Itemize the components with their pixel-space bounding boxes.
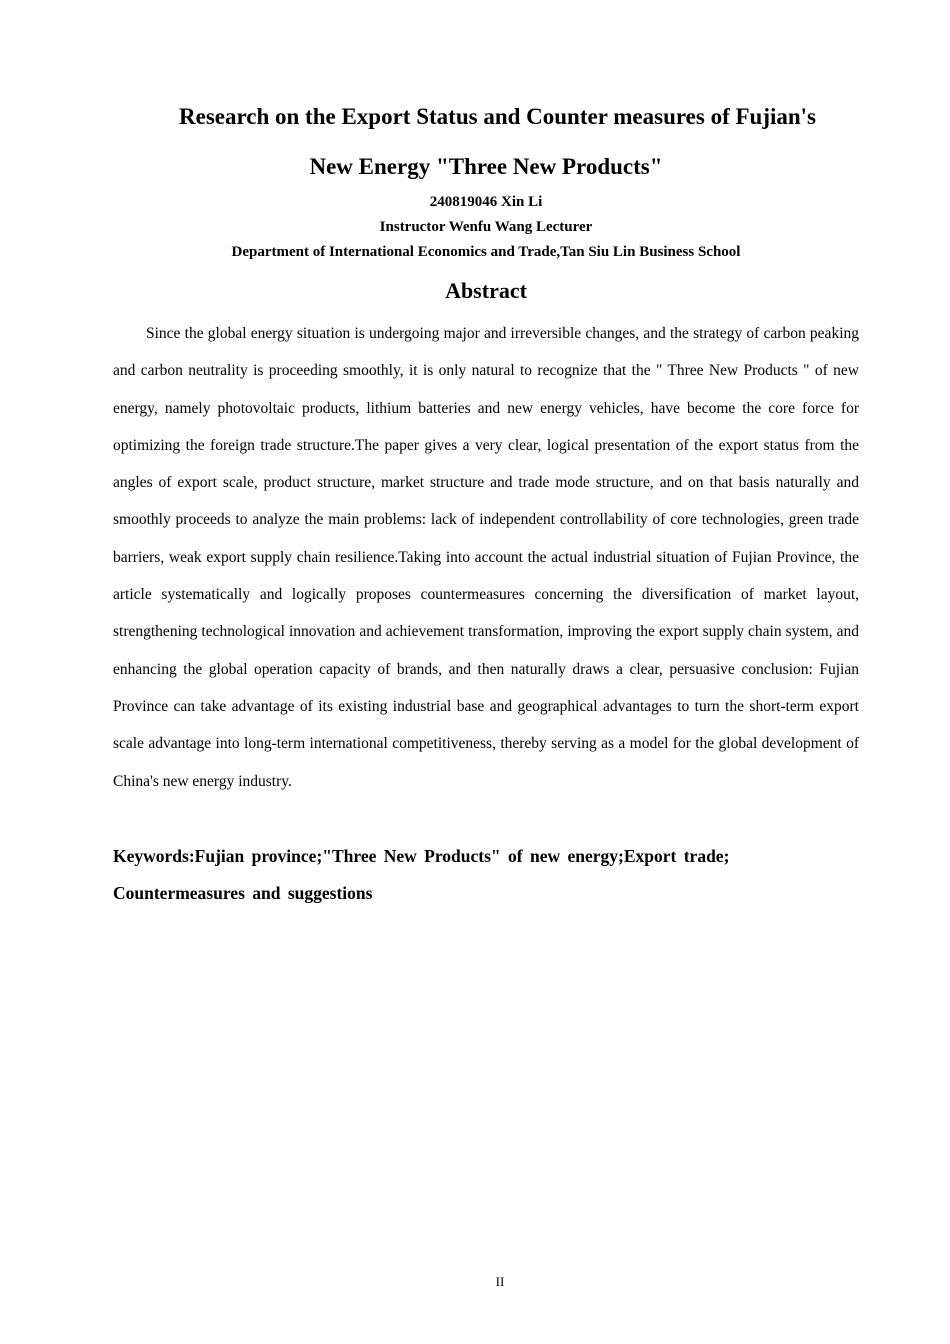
abstract-body: Since the global energy situation is undergoing major and irreversible changes, and the strategy of carbon peaking and carbon neutrality is proceeding smoothly, it is only natural to recognize that the " Three New Products " of new energy, namely photovoltaic products, lithium batteries and new energy vehicles, have become the core force for optimizing the foreign trade structure.The paper gives a very clear, logical presentation of the export status from the angles of export scale, product structure, market structure and trade mode structure, and on that basis naturally and smoothly proceeds to analyze the main problems: lack of independent controllability of core technologies, green trade barriers, weak export supply chain resilience.Taking into account the actual industrial situation of Fujian Province, the article systematically and logically proposes countermeasures concerning the diversification of market layout, strengthening technological innovation and achievement transformation, improving the export supply chain system, and enhancing the global operation capacity of brands, and then naturally draws a clear, persuasive conclusion: Fujian Province can take advantage of its existing industrial base and geographical advantages to turn the short-term export scale advantage into long-term international competitiveness, thereby serving as a model for the global development of China's new energy industry. [113,325,859,790]
paper-title-line-1: Research on the Export Status and Counter measures of Fujian's [179,104,817,129]
page-number: II [495,1274,505,1289]
instructor-line: Instructor Wenfu Wang Lecturer [379,219,593,235]
student-id-name: 240819046 Xin Li [429,194,543,210]
abstract-heading: Abstract [445,278,527,303]
department-line: Department of International Economics and Trade,Tan Siu Lin Business School [231,244,741,260]
keywords: Keywords:Fujian province;"Three New Products" of new energy;Export trade; Countermeasures and suggestions [113,846,730,903]
paper-title-line-2: New Energy "Three New Products" [309,154,663,179]
